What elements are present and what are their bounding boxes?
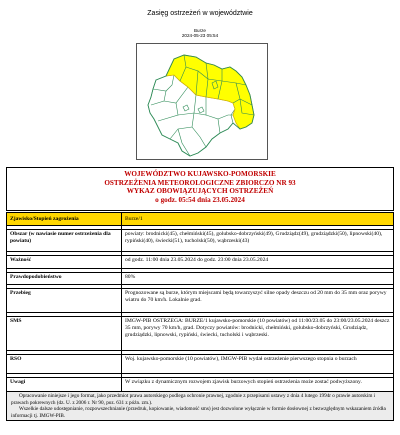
map-date: 2024-05-23 05:54 [181,33,219,38]
row-key: Przebieg [7,289,122,313]
header-voivodeship: WOJEWÓDZTWO KUJAWSKO-POMORSKIE [124,170,276,178]
row-value: Woj. kujawsko-pomorskie (10 powiatów), IMGW-PIB wydał ostrzeżenie pierwszego stopnia o burzach [122,355,394,374]
row-value: Burze/1 [122,213,394,226]
row-key: Obszar (w nawiasie numer ostrzeżenia dla powiatu) [7,230,122,252]
row-value: IMGW-PIB OSTRZEGA: BURZE/1 kujawsko-pomorskie (10 powiatów) od 11:00/23.05 do 23:00/23.05.2024 deszcz 35 mm, porywy 70 km/h, grad. Dotyczy powiatów: brodnicki, chełmiński, golubsko-dobrzyński, Grudziądz, grudziądzki, lipnowski, rypiński, świecki, tucholski i wąbrzeski. [122,317,394,351]
row-key: Uwagi [7,378,122,397]
table-row-probability [7,273,394,285]
row-key: RSO [7,355,122,374]
table-row-rso [7,355,394,374]
row-key: SMS [7,317,122,351]
row-value: powiaty: brodnicki(45), chełmiński(45), golubsko-dobrzyński(49), Grudziądz(49), grudziądzki(50), lipnowski(40), rypiński(40), świecki(51), tucholski(50), wąbrzeski(43) [122,230,394,252]
header-time: o godz. 05:54 dnia 23.05.2024 [155,195,245,204]
table-row-validity [7,256,394,269]
row-value: od godz. 11:00 dnia 23.05.2024 do godz. 23:00 dnia 23.05.2024 [122,256,394,269]
row-value: Prognozowane są burze, którym miejscami będą towarzyszyć silne opady deszczu od 20 mm do 35 mm oraz porywy wiatru do 70 km/h. Lokalnie grad. [122,289,394,313]
table-row-course [7,289,394,313]
row-key: Zjawisko/Stopień zagrożenia [7,213,122,226]
footer-paragraph: Opracowanie niniejsze i jego format, jako przedmiot prawa autorskiego podlega ochronie prawnej, zgodnie z przepisami ustawy z dnia 4 lutego 1994r o prawie autorskim i prawach pokrewnych (dz. U. z 2006 r. Nr 90, poz. 631 z późn. zm.). [11,393,376,406]
table-row-phenomenon [7,213,394,226]
map-title: Zasięg ostrzeżeń w województwie [147,10,253,17]
table-row-sms [7,317,394,351]
footer-paragraph: Wszelkie dalsze udostępnianie, rozpowszechnianie (przedruk, kopiowanie, wiadomość sms) jest dozwolone wyłącznie w formie dosłownej z bezwzględnym wskazaniem źródła informacji tj. IMGW-PIB. [11,406,386,419]
header-warning-number: OSTRZEŻENIA METEOROLOGICZNE ZBIORCZO NR 93 [104,178,296,187]
warning-header [6,167,394,211]
copyright-footer [6,391,394,421]
map-subtitle: Burze [193,28,206,33]
row-value: 80% [122,273,394,285]
row-value: W związku z dynamicznym rozwojem zjawisk burzowych stopień ostrzeżenia może zostać podwyższony. [122,378,394,397]
table-row-area [7,230,394,252]
row-key: Ważność [7,256,122,269]
warning-map [136,43,268,160]
header-list-title: WYKAZ OBOWIĄZUJĄCYCH OSTRZEŻEŃ [126,187,274,196]
row-key: Prawdopodobieństwo [7,273,122,285]
warning-table [6,212,394,397]
